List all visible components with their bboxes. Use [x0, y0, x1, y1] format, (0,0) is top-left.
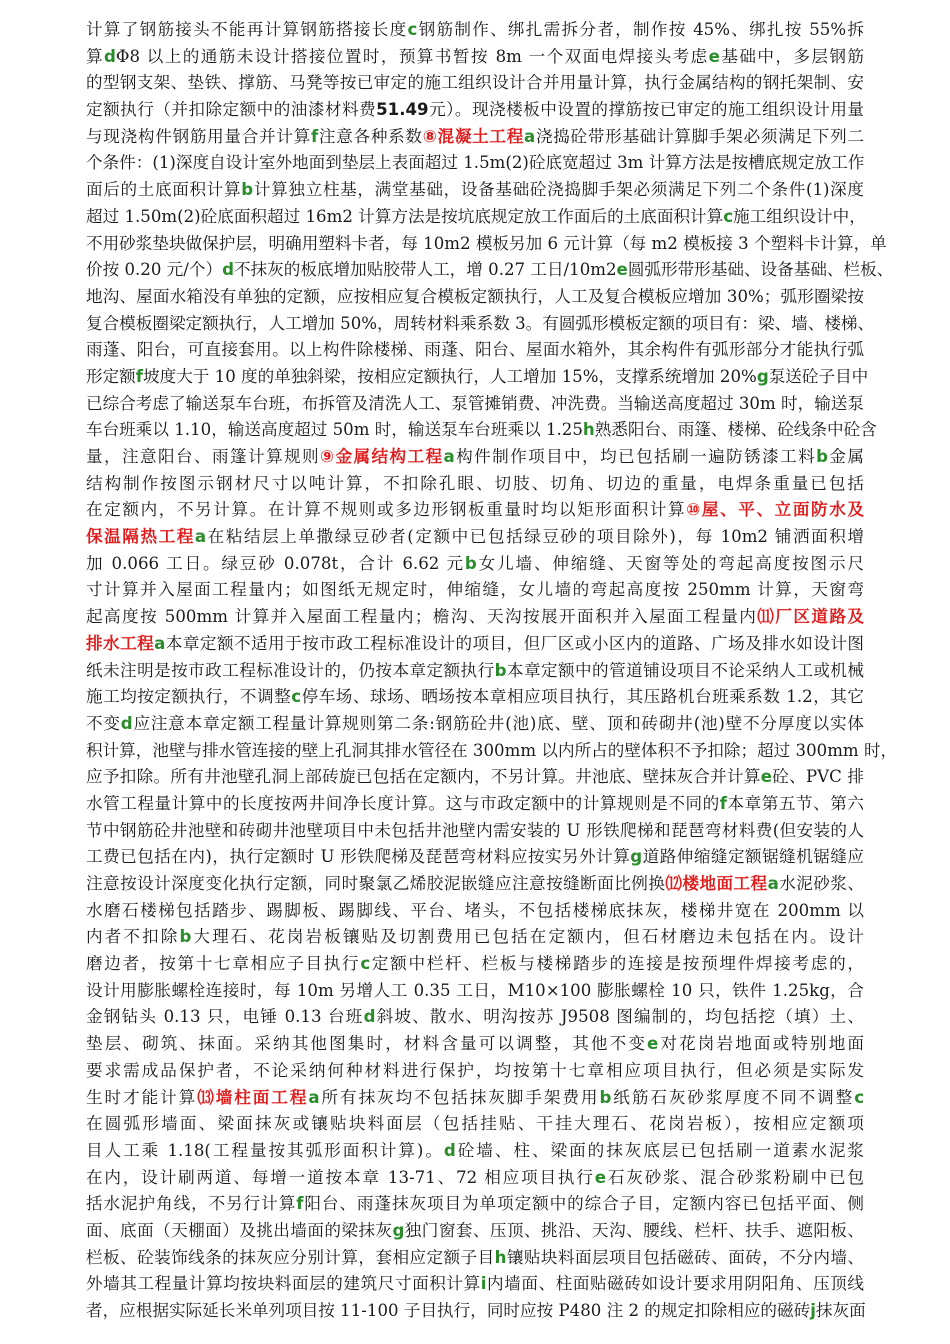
- text-run: 大理石、花岗岩板镶贴及切割费用已包括在定额内，但石材磨边未包括在内。设计: [191, 927, 865, 947]
- text-run: 设计用膨胀螺栓连接时，每 10m 另增人工 0.35 工日，M10×100 膨胀螺栓 10 只，铁件 1.25kg，合: [86, 980, 864, 1000]
- text-run: 本章定额中的管道铺设项目不论采纳人工或机械: [506, 660, 865, 680]
- item-marker: c: [407, 20, 418, 39]
- text-run: 金钢钻头 0.13 只，电锤 0.13 台班: [86, 1007, 364, 1027]
- item-marker: d: [363, 1007, 376, 1027]
- text-run: 水磨石楼梯包括踏步、踢脚板、踢脚线、平台、堵头，不包括楼梯底抹灰，楼梯井宽在 200mm 以: [86, 900, 864, 920]
- text-run: 在圆弧形墙面、梁面抹灰或镶贴块料面层（包括挂贴、干挂大理石、花岗岩板），按相应定额项: [86, 1114, 864, 1134]
- text-run: 垫层、砌筑、抹面。采纳其他图集时，材料含量可以调整，其他不变: [86, 1034, 648, 1054]
- item-marker: b: [464, 553, 477, 573]
- text-line: [86, 577, 864, 604]
- item-marker: h: [494, 1247, 507, 1267]
- text-run: 算: [86, 46, 105, 66]
- item-marker: f: [719, 793, 727, 813]
- text-line: [86, 1138, 864, 1165]
- section-heading: 保温隔热工程: [86, 527, 195, 547]
- item-marker: c: [360, 954, 371, 974]
- text-line: [86, 177, 864, 204]
- text-run: 计算独立柱基，满堂基础，设备基础砼浇捣脚手架必须满足下列二个条件(1)深度: [253, 180, 864, 200]
- text-run: 内墙面、柱面贴磁砖如设计要求用阴阳角、压顶线: [486, 1274, 865, 1294]
- text-run: 工费已包括在内)，执行定额时 U 形铁爬梯及琵琶弯材料应按实另外计算: [86, 847, 631, 867]
- section-heading: ⒀墙柱面工程: [197, 1087, 309, 1107]
- text-run: 镶贴块料面层项目包括磁砖、面砖，不分内墙、: [506, 1247, 864, 1267]
- text-run: 水管工程量计算中的长度按两井间净长度计算。这与市政定额中的计算规则是不同的: [86, 793, 720, 813]
- text-line: [86, 1085, 864, 1112]
- text-run: 面后的土底面积计算: [86, 180, 242, 200]
- text-run: 寸计算并入屋面工程量内；如图纸无规定时，伸缩缝，女儿墙的弯起高度按 250mm 计算，天窗弯: [86, 580, 864, 600]
- text-run: 本章第五节、第六: [726, 793, 865, 813]
- text-line: [86, 1004, 864, 1031]
- text-run: 结构制作按图示钢材尺寸以吨计算，不扣除孔眼、切肢、切角、切边的重量，电焊条重量已包括: [86, 473, 864, 493]
- text-run: 独门窗套、压顶、挑沿、天沟、腰线、栏杆、扶手、遮阳板、: [404, 1220, 865, 1240]
- item-marker: f: [310, 126, 319, 146]
- item-marker: e: [760, 767, 772, 787]
- body-text: [86, 17, 898, 1325]
- item-marker: b: [241, 180, 254, 200]
- text-run: 在粘结层上单撒绿豆砂者(定额中已包括绿豆砂的项目除外)，每 10m2 铺洒面积增: [206, 527, 865, 547]
- item-marker: g: [756, 366, 769, 386]
- section-heading: ⑩屋、平、立面防水及: [686, 500, 864, 520]
- text-run: 注意各种系数: [318, 126, 423, 146]
- text-run: 已综合考虑了输送泵车台班，布拆管及清洗人工、泵管摊销费、冲洗费。当输送高度超过 30m 时，输送泵: [86, 393, 864, 413]
- text-line: [86, 44, 864, 71]
- text-line: [86, 444, 864, 471]
- text-run: 注意按设计深度变化执行定额，同时聚氯乙烯胶泥嵌缝应注意按缝断面比例换: [86, 874, 666, 893]
- text-line: [86, 231, 887, 258]
- text-line: [86, 1245, 864, 1272]
- text-line: [86, 711, 864, 738]
- text-line: [86, 738, 898, 765]
- text-line: [86, 471, 864, 498]
- text-line: [86, 364, 869, 391]
- text-line: [86, 1271, 864, 1298]
- text-run: 纸筋石灰砂浆厚度不同不调整: [611, 1087, 855, 1107]
- text-run: 抹灰面: [815, 1301, 866, 1320]
- text-line: [86, 1218, 864, 1245]
- text-line: [86, 764, 864, 791]
- text-run: 施工组织设计中，: [733, 206, 866, 226]
- text-run: 要求需成品保护者，不论采纳何种材料进行保护，均按第十七章相应项目执行，但必须是实际发: [86, 1060, 864, 1080]
- text-run: 地沟、屋面水箱没有单独的定额，应按相应复合模板定额执行，人工及复合模板应增加 30%；弧形圈梁按: [86, 286, 864, 306]
- item-marker: a: [443, 447, 455, 466]
- text-line: [86, 150, 864, 177]
- text-run: 与现浇构件钢筋用量合并计算: [86, 126, 311, 146]
- text-run: 斜坡、散水、明沟按苏 J9508 图编制的，均包括挖（填）土、: [375, 1007, 864, 1027]
- text-run: 基础中，多层钢筋: [719, 46, 865, 66]
- text-line: [86, 924, 864, 951]
- text-run: 构件制作项目中，均已包括刷一遍防锈漆工料: [454, 447, 817, 466]
- item-marker: a: [767, 874, 779, 893]
- emphasized-number: 51.49: [376, 100, 429, 120]
- item-marker: c: [291, 687, 302, 707]
- text-run: Φ8 以上的通筋未设计搭接位置时，预算书暂按 8m 一个双面电焊接头考虑: [115, 46, 709, 66]
- text-run: 节中钢筋砼井池壁和砖砌井池壁项目中未包括井池壁内需安装的 U 形铁爬梯和琵琶弯材料费(但安装的人: [86, 820, 864, 840]
- text-run: 雨蓬、阳台，可直接套用。以上构件除楼梯、雨蓬、阳台、屋面水箱外，其余构件有弧形部分才能执行弧: [86, 340, 864, 360]
- item-marker: g: [630, 847, 643, 867]
- text-line: [86, 978, 864, 1005]
- item-marker: b: [816, 447, 828, 466]
- text-run: 应予扣除。所有井池壁孔洞上部砖旋已包括在定额内，不另计算。井池底、壁抹灰合并计算: [86, 767, 761, 787]
- text-line: [86, 951, 864, 978]
- text-line: [86, 257, 894, 284]
- text-run: 纸未注明是按市政工程标准设计的，仍按本章定额执行: [86, 660, 495, 680]
- text-line: [86, 391, 864, 418]
- item-marker: d: [120, 713, 133, 733]
- text-run: 不抹灰的板底增加贴胶带人工，增 0.27 工日/10m2: [233, 260, 617, 280]
- text-run: 道路伸缩缝定额锯缝机锯缝应: [642, 847, 864, 867]
- text-run: 施工均按定额执行，不调整: [86, 687, 292, 707]
- item-marker: b: [494, 660, 507, 680]
- text-run: 磨边者，按第十七章相应子目执行: [86, 954, 361, 974]
- text-run: 金属: [828, 447, 865, 466]
- text-line: [86, 17, 864, 44]
- text-run: 钢筋制作、绑扎需拆分者，制作按 45%、绑扎按 55%拆: [417, 20, 864, 39]
- item-marker: e: [594, 1167, 607, 1187]
- text-run: 砼、PVC 排: [772, 767, 864, 787]
- item-marker: f: [135, 366, 144, 386]
- text-line: [86, 898, 864, 925]
- text-run: 不变: [86, 713, 121, 733]
- text-line: [86, 284, 864, 311]
- text-run: 本章定额不适用于按市政工程标准设计的项目，但厂区或小区内的道路、广场及排水如设计图: [165, 633, 865, 653]
- text-run: 在内，设计刷两道、每增一道按本章 13-71、72 相应项目执行: [86, 1167, 595, 1187]
- text-run: 的型钢支架、垫铁、撑筋、马凳等按已审定的施工组织设计合并用量计算，执行金属结构的钢托架制、安: [86, 73, 864, 93]
- text-run: 加 0.066 工日。绿豆砂 0.078t，合计 6.62 元: [86, 553, 465, 573]
- text-run: 在定额内，不另计算。在计算不规则或多边形钢板重量时均以矩形面积计算: [86, 500, 687, 520]
- section-heading: 排水工程: [86, 633, 155, 653]
- text-run: 元）。现浇楼板中设置的撑筋按已审定的施工组织设计用量: [428, 100, 864, 120]
- item-marker: a: [194, 527, 207, 547]
- text-line: [86, 417, 877, 444]
- text-run: 面、底面（天棚面）及挑出墙面的梁抹灰: [86, 1220, 393, 1240]
- item-marker: d: [222, 260, 234, 280]
- item-marker: c: [723, 206, 734, 226]
- item-marker: e: [616, 260, 628, 280]
- text-run: 停车场、球场、晒场按本章相应项目执行，其压路机台班乘系数 1.2，其它: [301, 687, 864, 707]
- text-run: 定额中栏杆、栏板与楼梯踏步的连接是按预埋件焊接考虑的，: [370, 954, 865, 974]
- text-run: 生时才能计算: [86, 1087, 198, 1107]
- text-run: 括水泥护角线，不另行计算: [86, 1194, 297, 1214]
- text-run: 所有抹灰均不包括抹灰脚手架费用: [319, 1087, 600, 1107]
- text-line: [86, 204, 864, 231]
- text-line: [86, 1111, 864, 1138]
- item-marker: i: [480, 1274, 487, 1294]
- item-marker: e: [708, 46, 720, 66]
- text-run: 个条件：(1)深度自设计室外地面到垫层上表面超过 1.5m(2)砼底宽超过 3m 计算方法是按槽底规定放工作: [86, 153, 865, 173]
- text-run: 超过 1.50m(2)砼底面积超过 16m2 计算方法是按坑底规定放工作面后的土底面积计算: [86, 206, 724, 226]
- item-marker: a: [524, 126, 536, 146]
- text-line: [86, 844, 864, 871]
- text-run: 栏板、砼装饰线条的抹灰应分别计算，套相应定额子目: [86, 1247, 495, 1267]
- text-line: [86, 604, 864, 631]
- text-line: [86, 791, 864, 818]
- text-run: 熟悉阳台、雨篷、楼梯、砼线条中砼含: [594, 420, 877, 440]
- section-heading: ⑨金属结构工程: [320, 447, 444, 466]
- text-run: 外墙其工程量计算均按块料面层的建筑尺寸面积计算: [86, 1274, 481, 1294]
- text-run: 不用砂浆垫块做保护层，明确用塑料卡者，每 10m2 模板另加 6 元计算（每 m2 模板接 3 个塑料卡计算，单: [86, 233, 887, 253]
- text-run: 量，注意阳台、雨篷计算规则: [86, 447, 321, 466]
- section-heading: ⑧混凝土工程: [422, 126, 525, 146]
- text-line: [86, 1058, 864, 1085]
- text-line: [86, 871, 864, 898]
- text-line: [86, 124, 864, 151]
- text-line: [86, 497, 864, 524]
- item-marker: d: [443, 1140, 456, 1160]
- item-marker: d: [104, 46, 116, 66]
- item-marker: c: [854, 1087, 865, 1107]
- item-marker: e: [647, 1034, 659, 1054]
- text-line: [86, 1298, 864, 1325]
- text-line: [86, 311, 875, 338]
- section-heading: ⑾厂区道路及: [757, 607, 864, 627]
- item-marker: h: [582, 420, 595, 440]
- text-run: 应注意本章定额工程量计算规则第二条:钢筋砼井(池)底、壁、顶和砖砌井(池)壁不分厚度以实体: [132, 713, 865, 733]
- text-run: 者，应根据实际延长米单列项目按 11-100 子目执行，同时应按 P480 注 2 的规定扣除相应的磁砖: [86, 1301, 811, 1320]
- text-run: 圆弧形带形基础、设备基础、栏板、: [627, 260, 894, 280]
- item-marker: a: [154, 633, 166, 653]
- item-marker: a: [308, 1087, 320, 1107]
- text-line: [86, 1165, 864, 1192]
- text-line: [86, 97, 864, 124]
- text-run: 对花岗岩地面或特别地面: [658, 1034, 865, 1054]
- text-run: 坡度大于 10 度的单独斜梁，按相应定额执行，人工增加 15%，支撑系统增加 20%: [143, 366, 757, 386]
- text-run: 积计算，池壁与排水管连接的壁上孔洞其排水管径在 300mm 以内所占的壁体积不予扣除；超过 300mm 时，: [86, 740, 898, 760]
- text-line: [86, 631, 864, 658]
- text-run: 定额执行（并扣除定额中的油漆材料费: [86, 100, 377, 120]
- text-line: [86, 70, 864, 97]
- item-marker: j: [810, 1301, 816, 1320]
- text-run: 浇捣砼带形基础计算脚手架必须满足下列二: [535, 126, 865, 146]
- item-marker: b: [179, 927, 192, 947]
- item-marker: g: [392, 1220, 405, 1240]
- text-run: 石灰砂浆、混合砂浆粉刷中已包: [606, 1167, 865, 1187]
- text-run: 车台班乘以 1.10，输送高度超过 50m 时，输送泵车台班乘以 1.25: [86, 420, 583, 440]
- text-run: 女儿墙、伸缩缝、天窗等处的弯起高度按图示尺: [476, 553, 865, 573]
- item-marker: b: [599, 1087, 612, 1107]
- text-line: [86, 684, 864, 711]
- text-run: 形定额: [86, 366, 136, 386]
- text-run: 阳台、雨蓬抹灰项目为单项定额中的综合子目，定额内容已包括平面、侧: [303, 1194, 865, 1214]
- text-run: 计算了钢筋接头不能再计算钢筋搭接长度: [86, 20, 408, 39]
- text-line: [86, 818, 864, 845]
- text-run: 价按 0.20 元/个）: [86, 260, 223, 280]
- text-line: [86, 658, 864, 685]
- text-run: 起高度按 500mm 计算并入屋面工程量内；檐沟、天沟按展开面积并入屋面工程量内: [86, 607, 758, 627]
- text-run: 内者不扣除: [86, 927, 180, 947]
- text-line: [86, 337, 864, 364]
- text-run: 砼墙、柱、梁面的抹灰底层已包括刷一道素水泥浆: [455, 1140, 865, 1160]
- text-run: 复合模板圈梁定额执行，人工增加 50%，周转材料乘系数 3。有圆弧形模板定额的项目有：梁、墙、楼梯、: [86, 313, 875, 333]
- item-marker: f: [296, 1194, 304, 1214]
- section-heading: ⑿楼地面工程: [665, 874, 768, 893]
- text-line: [86, 1031, 864, 1058]
- text-line: [86, 551, 864, 578]
- text-run: 水泥砂浆、: [778, 874, 865, 893]
- text-run: 泵送砼子目中: [768, 366, 869, 386]
- text-run: 目人工乘 1.18(工程量按其弧形面积计算)。: [86, 1140, 444, 1160]
- text-line: [86, 524, 864, 551]
- text-line: [86, 1191, 864, 1218]
